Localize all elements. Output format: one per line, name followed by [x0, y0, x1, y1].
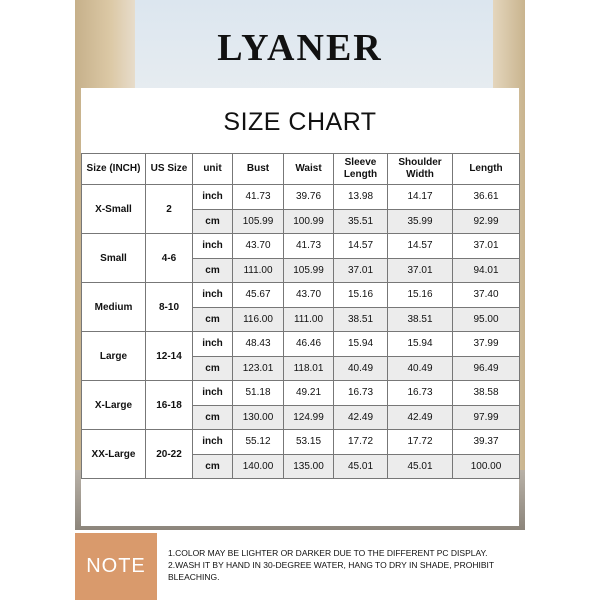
length-value: 37.40 [453, 283, 520, 308]
unit-cm: cm [193, 258, 233, 283]
note-line-2: 2.WASH IT BY HAND IN 30-DEGREE WATER, HANG TO DRY IN SHADE, PROHIBIT BLEACHING. [168, 560, 494, 582]
header-unit: unit [193, 154, 233, 185]
sleeve-value: 38.51 [334, 307, 388, 332]
table-row [82, 430, 520, 455]
us-size: 20-22 [146, 430, 193, 479]
bust-value: 43.70 [233, 234, 284, 259]
sleeve-value: 17.72 [334, 430, 388, 455]
size-label: XX-Large [82, 430, 146, 479]
shoulder-value: 14.17 [388, 185, 453, 210]
waist-value: 49.21 [284, 381, 334, 406]
sleeve-value: 15.94 [334, 332, 388, 357]
unit-cm: cm [193, 307, 233, 332]
length-value: 36.61 [453, 185, 520, 210]
size-label: Small [82, 234, 146, 283]
us-size: 12-14 [146, 332, 193, 381]
length-value: 95.00 [453, 307, 520, 332]
waist-value: 46.46 [284, 332, 334, 357]
bust-value: 116.00 [233, 307, 284, 332]
header-size: Size (INCH) [82, 154, 146, 185]
note-label: NOTE [75, 533, 157, 600]
bust-value: 45.67 [233, 283, 284, 308]
header-waist: Waist [284, 154, 334, 185]
header-row [82, 154, 520, 185]
waist-value: 135.00 [284, 454, 334, 479]
table-row [82, 381, 520, 406]
table-row [82, 332, 520, 357]
note-section [75, 533, 525, 600]
note-text [168, 547, 520, 583]
shoulder-value: 38.51 [388, 307, 453, 332]
size-label: Medium [82, 283, 146, 332]
size-label: X-Small [82, 185, 146, 234]
us-size: 4-6 [146, 234, 193, 283]
length-value: 94.01 [453, 258, 520, 283]
bust-value: 140.00 [233, 454, 284, 479]
bust-value: 111.00 [233, 258, 284, 283]
us-size: 16-18 [146, 381, 193, 430]
bust-value: 123.01 [233, 356, 284, 381]
shoulder-value: 40.49 [388, 356, 453, 381]
size-label: X-Large [82, 381, 146, 430]
header-bust: Bust [233, 154, 284, 185]
bust-value: 105.99 [233, 209, 284, 234]
unit-inch: inch [193, 185, 233, 210]
shoulder-value: 17.72 [388, 430, 453, 455]
shoulder-value: 42.49 [388, 405, 453, 430]
length-value: 38.58 [453, 381, 520, 406]
length-value: 97.99 [453, 405, 520, 430]
size-table [81, 153, 520, 479]
unit-inch: inch [193, 332, 233, 357]
waist-value: 100.99 [284, 209, 334, 234]
size-chart-panel [81, 88, 519, 526]
length-value: 96.49 [453, 356, 520, 381]
note-line-1: 1.COLOR MAY BE LIGHTER OR DARKER DUE TO THE DIFFERENT PC DISPLAY. [168, 548, 488, 558]
us-size: 2 [146, 185, 193, 234]
sleeve-value: 45.01 [334, 454, 388, 479]
shoulder-value: 37.01 [388, 258, 453, 283]
bust-value: 51.18 [233, 381, 284, 406]
bust-value: 48.43 [233, 332, 284, 357]
waist-value: 118.01 [284, 356, 334, 381]
length-value: 39.37 [453, 430, 520, 455]
sleeve-value: 42.49 [334, 405, 388, 430]
table-row [82, 234, 520, 259]
unit-cm: cm [193, 209, 233, 234]
sleeve-value: 37.01 [334, 258, 388, 283]
shoulder-value: 45.01 [388, 454, 453, 479]
sleeve-value: 14.57 [334, 234, 388, 259]
unit-cm: cm [193, 405, 233, 430]
sleeve-value: 13.98 [334, 185, 388, 210]
length-value: 37.01 [453, 234, 520, 259]
chart-title: SIZE CHART [223, 108, 377, 136]
shoulder-value: 16.73 [388, 381, 453, 406]
length-value: 100.00 [453, 454, 520, 479]
unit-cm: cm [193, 356, 233, 381]
shoulder-value: 35.99 [388, 209, 453, 234]
waist-value: 41.73 [284, 234, 334, 259]
bust-value: 41.73 [233, 185, 284, 210]
product-image [75, 0, 525, 600]
waist-value: 39.76 [284, 185, 334, 210]
brand-logo: LYANER [217, 27, 383, 69]
bust-value: 55.12 [233, 430, 284, 455]
bust-value: 130.00 [233, 405, 284, 430]
size-label: Large [82, 332, 146, 381]
header-sleeve-length: Sleeve Length [334, 154, 388, 185]
shoulder-value: 14.57 [388, 234, 453, 259]
header-length: Length [453, 154, 520, 185]
sleeve-value: 35.51 [334, 209, 388, 234]
waist-value: 111.00 [284, 307, 334, 332]
unit-cm: cm [193, 454, 233, 479]
length-value: 37.99 [453, 332, 520, 357]
waist-value: 105.99 [284, 258, 334, 283]
shoulder-value: 15.16 [388, 283, 453, 308]
table-row [82, 283, 520, 308]
unit-inch: inch [193, 381, 233, 406]
sleeve-value: 40.49 [334, 356, 388, 381]
table-row [82, 185, 520, 210]
unit-inch: inch [193, 283, 233, 308]
shoulder-value: 15.94 [388, 332, 453, 357]
unit-inch: inch [193, 430, 233, 455]
header-us-size: US Size [146, 154, 193, 185]
length-value: 92.99 [453, 209, 520, 234]
us-size: 8-10 [146, 283, 193, 332]
sleeve-value: 15.16 [334, 283, 388, 308]
waist-value: 43.70 [284, 283, 334, 308]
sleeve-value: 16.73 [334, 381, 388, 406]
unit-inch: inch [193, 234, 233, 259]
waist-value: 53.15 [284, 430, 334, 455]
header-shoulder-width: Shoulder Width [388, 154, 453, 185]
waist-value: 124.99 [284, 405, 334, 430]
